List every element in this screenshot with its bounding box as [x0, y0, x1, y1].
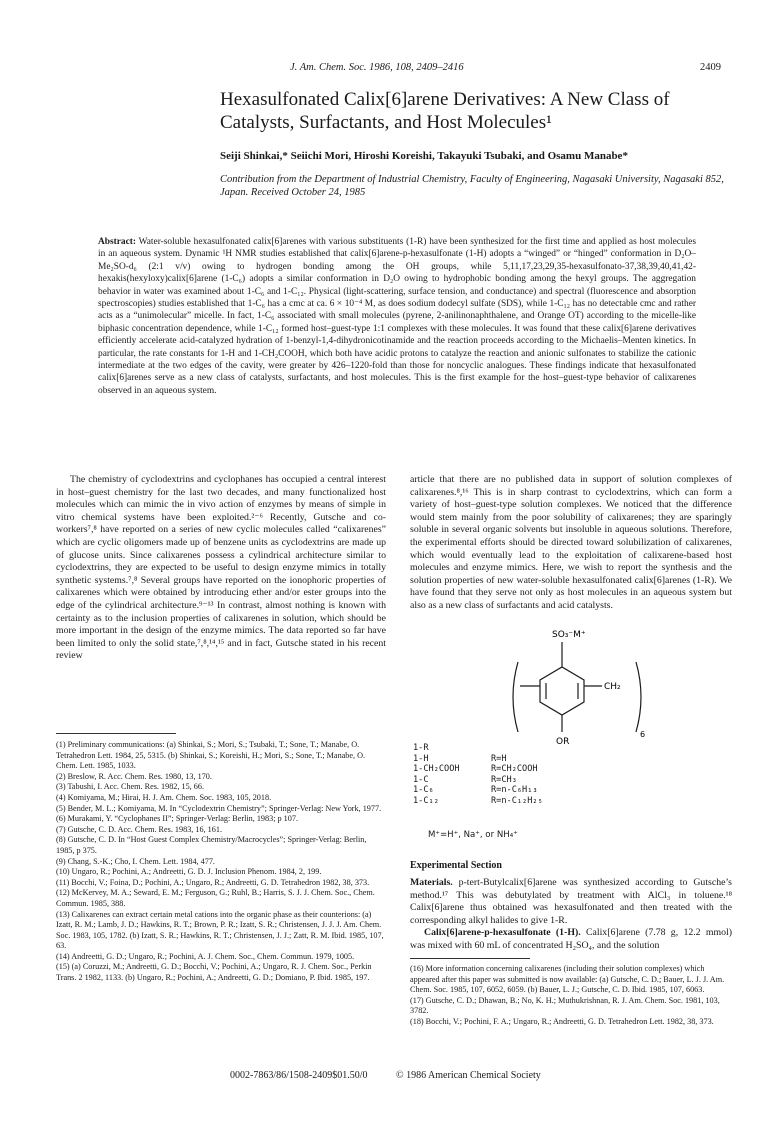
- compound-name: 1-H: [413, 753, 429, 764]
- affiliation: Contribution from the Department of Industrial Chemistry, Faculty of Engineering, Nagasaki University, Nagasaki 852, Japan. Received October 24, 1985: [220, 174, 724, 198]
- abstract-text: Water-soluble hexasulfonated calix[6]arenes with various substituents (1-R) have been synthesized for the first time and applied as host molecules in an aqueous system. Dynamic ¹H NMR studies established that calix[6]arene-p-hexasulfonate (1-H) adopts a “winged” or “hinged” conformation in D₂O–Me₂SO-d₆ (2:1 v/v) owing to hydrogen bonding among the OH groups, while 5,11,17,23,29,35-hexasulfonato-37,38,39,40,41,42-hexakis(hexyloxy)calix[6]arene (1-C₆) adopts a similar conformation in D₂O owing to hydrophobic bonding among the hexyl groups. The aggregation behavior in water was examined about 1-C₆ and 1-C₁₂. Physical (light-scattering, surface tension, and conductance) and spectral (fluorescence and absorption spectroscopies) studies established that 1-C₆ has a cmc at ca. 6 × 10⁻⁴ M, as does sodium dodecyl sulfate (SDS), while 1-C₁₂ has no detectable cmc and rather acts as a “unimolecular” micelle. In fact, 1-C₆ associated with small molecules (pyrene, 2-anilinonaphthalene, and Orange OT) according to the micelle-like biphasic concentration dependence, while 1-C₁₂ formed host–guest-type 1:1 complexes with these molecules. It was found that these calix[6]arene derivatives efficiently accelerate acid-catalyzed hydration of 1-benzyl-1,4-dihydronicotinamide and the reaction proceeds according to the Michaelis–Menten kinetics. In particular, the rate constants for 1-H and 1-CH₂COOH, which both have acidic protons to catalyze the reaction and anionic sulfonates to stabilize the cationic intermediate at the two edges of the cavity, were greater by 426–1220-fold than those for noncyclic analogues. These findings indicate that hexasulfonated calix[6]arenes serve as a new class of catalysts, surfactants, and host molecules. This is the first example for the host–guest-type behavior of calixarenes observed in an aqueous system.: [98, 237, 696, 396]
- title-line-1: Hexasulfonated Calix[6]arene Derivatives: A New Class of: [220, 89, 670, 110]
- copyright: © 1986 American Chemical Society: [396, 1070, 541, 1081]
- hexasulfonate-label: Calix[6]arene-p-hexasulfonate (1-H).: [424, 927, 581, 939]
- compound-name: 1-C₁₂: [413, 795, 439, 806]
- substituent-row: [413, 743, 643, 754]
- compound-name: 1-R: [413, 743, 429, 753]
- article-title: [220, 88, 740, 134]
- footnote: (9) Chang, S.-K.; Cho, I. Chem. Lett. 1984, 477.: [56, 856, 215, 866]
- journal-reference: J. Am. Chem. Soc. 1986, 108, 2409–2416: [290, 62, 464, 73]
- footnote: (12) McKervey, M. A.; Seward, E. M.; Ferguson, G.; Ruhl, B.; Harris, S. J. J. Chem. Soc., Chem. Commun. 1985, 388.: [56, 888, 375, 908]
- substituent-value: R=CH₂COOH: [491, 764, 538, 775]
- author-list: Seiji Shinkai,* Seiichi Mori, Hiroshi Koreishi, Takayuki Tsubaki, and Osamu Manabe*: [220, 150, 628, 162]
- footnote-rule-left: [56, 733, 176, 734]
- intro-right-column: article that there are no published data in support of solution complexes of calixarenes.⁸,¹⁶ This is in sharp contrast to cyclodextrins, which can form a variety of host–guest-type solution complexes. We noticed that the difference would stem mainly from the poor solubility of calixarenes; they are sparingly soluble in several organic solvents but insoluble in aqueous solutions. Therefore, the experimental efforts should be directed toward solubilization of calixarenes, which would eventually lead to the exploitation of calixarene-based host molecules and enzyme mimics. Here, we wish to report the synthesis and the solution properties of new water-soluble hexasulfonated calix[6]arenes (1-R). We have found that they serve not only as host molecules in an aqueous system but also as a new class of surfactants and acid catalysts.: [410, 474, 732, 611]
- abstract: [98, 236, 696, 397]
- hexasulfonate-text: Calix[6]arene (7.78 g, 12.2 mmol) was mixed with 60 mL of concentrated H₂SO₄, and the solution: [410, 927, 732, 951]
- substituent-value: R=n-C₆H₁₃: [491, 785, 538, 796]
- footnote: (13) Calixarenes can extract certain metal cations into the organic phase as their counterions: (a) Izatt, R. M.; Lamb, J. D.; Hawkins, R. T.; Brown, P. R.; Izatt, S. R.; Christensen, J. J. J. Am. Chem. Soc. 1983, 105, 1782. (b) Izatt, S. R.; Hawkins, R. T.; Christensen, J. J.; Zatt, R. M. Ibid. 1985, 107, 63.: [56, 909, 384, 951]
- footnote-rule-right: [410, 958, 530, 959]
- intro-left-column: The chemistry of cyclodextrins and cyclophanes has occupied a central interest in host–guest chemistry for the last two decades, and many functionalized host molecules which can mimic the in vivo action of enzymes by means of simple in vitro chemical systems have been exploited.²⁻⁶ Recently, Gutsche and co-workers⁷,⁸ have reported on a series of new cyclic molecules called “calixarenes” which are cyclic oligomers made up of benzene units as cyclodextrins are made up of glucose units. Since calixarenes possess a cylindrical architecture similar to cyclodextrins, they are expected to be useful to design enzyme mimics in totally synthetic systems.⁷,⁸ Several groups have reported on the ionophoric properties of calixarenes which were obtained by introducing ether and/or ester groups into the edge of the cylindrical architecture.⁹⁻¹³ In contrast, almost nothing is known with certainty as to the inclusion properties of calixarenes in solution, which should be more important in the design of the enzyme mimics. The data reported so far have been limited to only the solid state,⁷,⁸,¹⁴,¹⁵ and in fact, Gutsche stated in his recent review: [56, 474, 386, 662]
- substituent-row: [413, 785, 643, 796]
- substituent-row: [413, 796, 643, 807]
- footnote: (11) Bocchi, V.; Foina, D.; Pochini, A.; Ungaro, R.; Andreetti, G. D. Tetrahedron 1982, 38, 373.: [56, 877, 370, 887]
- methylene-label: CH₂: [604, 682, 621, 692]
- footnote: (6) Murakami, Y. “Cyclophanes II”; Springer-Verlag: Berlin, 1983; p 107.: [56, 814, 298, 824]
- sulfonate-label: SO₃⁻M⁺: [552, 630, 586, 640]
- footnote: (14) Andreetti, G. D.; Ungaro, R.; Pochini, A. J. Chem. Soc., Chem. Commun. 1979, 1005.: [56, 951, 355, 961]
- footnote: (8) Gutsche, C. D. In “Host Guest Complex Chemistry/Macrocycles”; Springer-Verlag: Berlin, 1985, p 375.: [56, 835, 367, 855]
- footnote: (3) Tabushi, I. Acc. Chem. Res. 1982, 15, 66.: [56, 782, 204, 792]
- compound-name: 1-C₆: [413, 785, 434, 796]
- title-line-2: Catalysts, Surfactants, and Host Molecules¹: [220, 112, 552, 133]
- substituent-value: R=n-C₁₂H₂₅: [491, 795, 543, 806]
- footnote: (1) Preliminary communications: (a) Shinkai, S.; Mori, S.; Tsubaki, T.; Sone, T.; Manabe, O. Tetrahedron Lett. 1984, 25, 5315. (b) Shinkai, S.; Koreishi, H.; Mori, S.; Sone, T.; Manabe, O. Chem. Lett. 1985, 1033.: [56, 740, 366, 771]
- substituent-value: R=H: [491, 753, 507, 764]
- footnote: (15) (a) Coruzzi, M.; Andreetti, G. D.; Bocchi, V.; Pochini, A.; Ungaro, R. J. Chem. Soc., Perkin Trans. 2 1982, 1133. (b) Ungaro, R.; Pochini, A.; Andreetti, G. D.; Domiano, P. Ibid. 1985, 197.: [56, 962, 372, 983]
- article-code: 0002-7863/86/1508-2409$01.50/0: [230, 1070, 368, 1081]
- or-label: OR: [556, 737, 570, 747]
- footnote: (2) Breslow, R. Acc. Chem. Res. 1980, 13, 170.: [56, 771, 212, 781]
- substituent-row: [413, 764, 643, 775]
- abstract-label: Abstract:: [98, 237, 137, 247]
- compound-name: 1-C: [413, 774, 429, 785]
- substituent-list: [413, 743, 643, 807]
- footnotes-right: [410, 964, 732, 1028]
- footnote: (16) More information concerning calixarenes (including their solution complexes) which appeared after this paper was submitted is now available: (a) Gutsche, C. D.; Bauer, L. J. J. Am. Chem. Soc. 1985, 107, 6052, 6059. (b) Bauer, L. J.; Gutsche, C. D. Ibid. 1985, 107, 6063.: [410, 964, 725, 995]
- substituent-row: [413, 754, 643, 765]
- compound-name: 1-CH₂COOH: [413, 764, 460, 775]
- materials-label: Materials.: [410, 877, 453, 888]
- footnote: (18) Bocchi, V.; Pochini, F. A.; Ungaro, R.; Andreetti, G. D. Tetrahedron Lett. 1982, 38, 373.: [410, 1016, 714, 1026]
- calixarene-structure: [500, 582, 760, 882]
- footnote: (5) Bender, M. L.; Komiyama, M. In “Cyclodextrin Chemistry”; Springer-Verlag: New York, 1977.: [56, 803, 382, 813]
- experimental-body: [410, 877, 732, 953]
- footnote: (17) Gutsche, C. D.; Dhawan, B.; No, K. H.; Muthukrishnan, R. J. Am. Chem. Soc. 1981, 103, 3782.: [410, 995, 720, 1016]
- repeat-count: 6: [640, 730, 646, 739]
- page-number: 2409: [700, 62, 721, 73]
- footnote: (10) Ungaro, R.; Pochini, A.; Andreetti, G. D. J. Inclusion Phenom. 1984, 2, 199.: [56, 867, 322, 877]
- counterion-note: M⁺=H⁺, Na⁺, or NH₄⁺: [428, 830, 518, 840]
- substituent-row: [413, 775, 643, 786]
- substituent-value: R=CH₃: [491, 774, 517, 785]
- footnote: (7) Gutsche, C. D. Acc. Chem. Res. 1983, 16, 161.: [56, 824, 223, 834]
- footnotes-left: [56, 740, 386, 984]
- materials-text: p-tert-Butylcalix[6]arene was synthesized according to Gutsche’s method.¹⁷ This was debutylated by treatment with AlCl₃ in toluene.¹⁸ Calix[6]arene thus obtained was hexasulfonated and then treated with the corresponding alkyl halides to give 1-R.: [410, 877, 732, 926]
- footnote: (4) Komiyama, M.; Hirai, H. J. Am. Chem. Soc. 1983, 105, 2018.: [56, 792, 272, 802]
- experimental-heading: Experimental Section: [410, 860, 502, 871]
